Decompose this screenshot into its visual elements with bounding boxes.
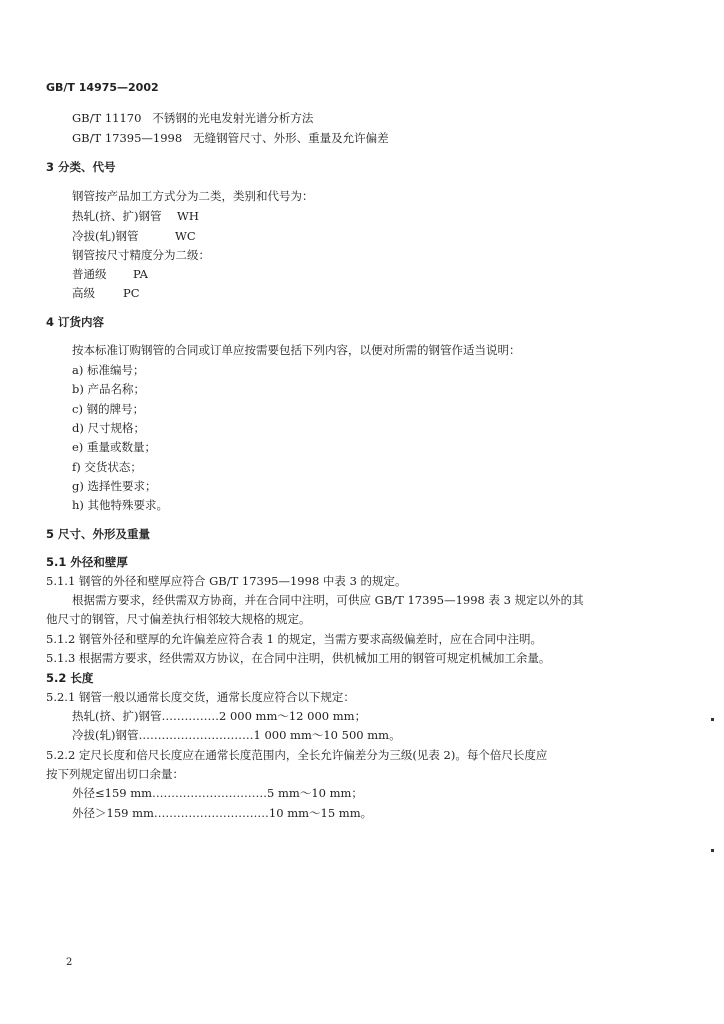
page-header: GB/T 14975—2002 xyxy=(46,81,159,94)
page-number: 2 xyxy=(66,957,73,968)
section-5-heading: 5 尺寸、外形及重量 xyxy=(46,527,151,541)
reference-title: 无缝钢管尺寸、外形、重量及允许偏差 xyxy=(193,131,389,145)
reference-code: GB/T 17395—1998 xyxy=(72,131,183,145)
clause-5-2-2-line-2: 按下列规定留出切口余量： xyxy=(46,767,184,781)
reference-gbt-17395 xyxy=(72,131,389,145)
section-3-heading: 3 分类、代号 xyxy=(46,160,116,174)
reference-gbt-11170 xyxy=(72,111,313,125)
section-4-heading: 4 订货内容 xyxy=(46,315,105,329)
grade-name: 高级 xyxy=(72,286,95,300)
section-5-2-heading: 5.2 长度 xyxy=(46,671,94,685)
grade-code: PA xyxy=(133,267,148,281)
cut-allowance-1: 外径≤159 mm…………………………5 mm～10 mm； xyxy=(72,786,363,800)
order-item-a: a) 标准编号； xyxy=(72,363,145,377)
section-4-intro: 按本标准订购钢管的合同或订单应按需要包括下列内容，以便对所需的钢管作适当说明： xyxy=(72,343,521,357)
order-item-d: d) 尺寸规格； xyxy=(72,421,146,435)
clause-5-1-1-para-2: 他尺寸的钢管，尺寸偏差执行相邻较大规格的规定。 xyxy=(46,612,311,626)
clause-5-1-1: 5.1.1 钢管的外径和壁厚应符合 GB/T 17395—1998 中表 3 的规定。 xyxy=(46,574,407,588)
section-3-intro: 钢管按产品加工方式分为二类，类别和代号为： xyxy=(72,189,314,203)
length-hot-rolled: 热轧(挤、扩)钢管……………2 000 mm～12 000 mm； xyxy=(72,709,367,723)
type-cold-drawn xyxy=(72,229,196,243)
clause-5-2-2-line-1: 5.2.2 定尺长度和倍尺长度应在通常长度范围内，全长允许偏差分为三级(见表 2)。每个倍尺长度应 xyxy=(46,748,548,762)
order-item-b: b) 产品名称； xyxy=(72,382,146,396)
order-item-c: c) 钢的牌号； xyxy=(72,402,145,416)
grade-normal xyxy=(72,267,148,281)
type-hot-rolled xyxy=(72,209,199,223)
clause-5-1-3: 5.1.3 根据需方要求，经供需双方协议，在合同中注明，供机械加工用的钢管可规定机械加工余量。 xyxy=(46,651,551,665)
order-item-g: g) 选择性要求； xyxy=(72,479,157,493)
clause-5-2-1: 5.2.1 钢管一般以通常长度交货，通常长度应符合以下规定： xyxy=(46,690,355,704)
reference-code: GB/T 11170 xyxy=(72,111,142,125)
grade-code: PC xyxy=(123,286,140,300)
type-name: 冷拔(轧)钢管 xyxy=(72,229,139,243)
precision-intro: 钢管按尺寸精度分为二级： xyxy=(72,248,210,262)
cut-allowance-2: 外径＞159 mm…………………………10 mm～15 mm。 xyxy=(72,806,373,820)
scan-mark xyxy=(711,849,714,852)
reference-title: 不锈钢的光电发射光谱分析方法 xyxy=(152,111,314,125)
clause-5-1-1-para-1: 根据需方要求，经供需双方协商，并在合同中注明，可供应 GB/T 17395—1998 表 3 规定以外的其 xyxy=(72,593,584,607)
order-item-h: h) 其他特殊要求。 xyxy=(72,498,169,512)
type-code: WC xyxy=(175,229,196,243)
grade-name: 普通级 xyxy=(72,267,107,281)
length-cold-drawn: 冷拔(轧)钢管…………………………1 000 mm～10 500 mm。 xyxy=(72,728,401,742)
order-item-f: f) 交货状态； xyxy=(72,460,142,474)
order-item-e: e) 重量或数量； xyxy=(72,440,156,454)
clause-5-1-2: 5.1.2 钢管外径和壁厚的允许偏差应符合表 1 的规定，当需方要求高级偏差时，应在合同中注明。 xyxy=(46,632,543,646)
type-name: 热轧(挤、扩)钢管 xyxy=(72,209,162,223)
scan-mark xyxy=(711,718,714,721)
type-code: WH xyxy=(177,209,199,223)
section-5-1-heading: 5.1 外径和壁厚 xyxy=(46,555,128,569)
grade-high xyxy=(72,286,140,300)
